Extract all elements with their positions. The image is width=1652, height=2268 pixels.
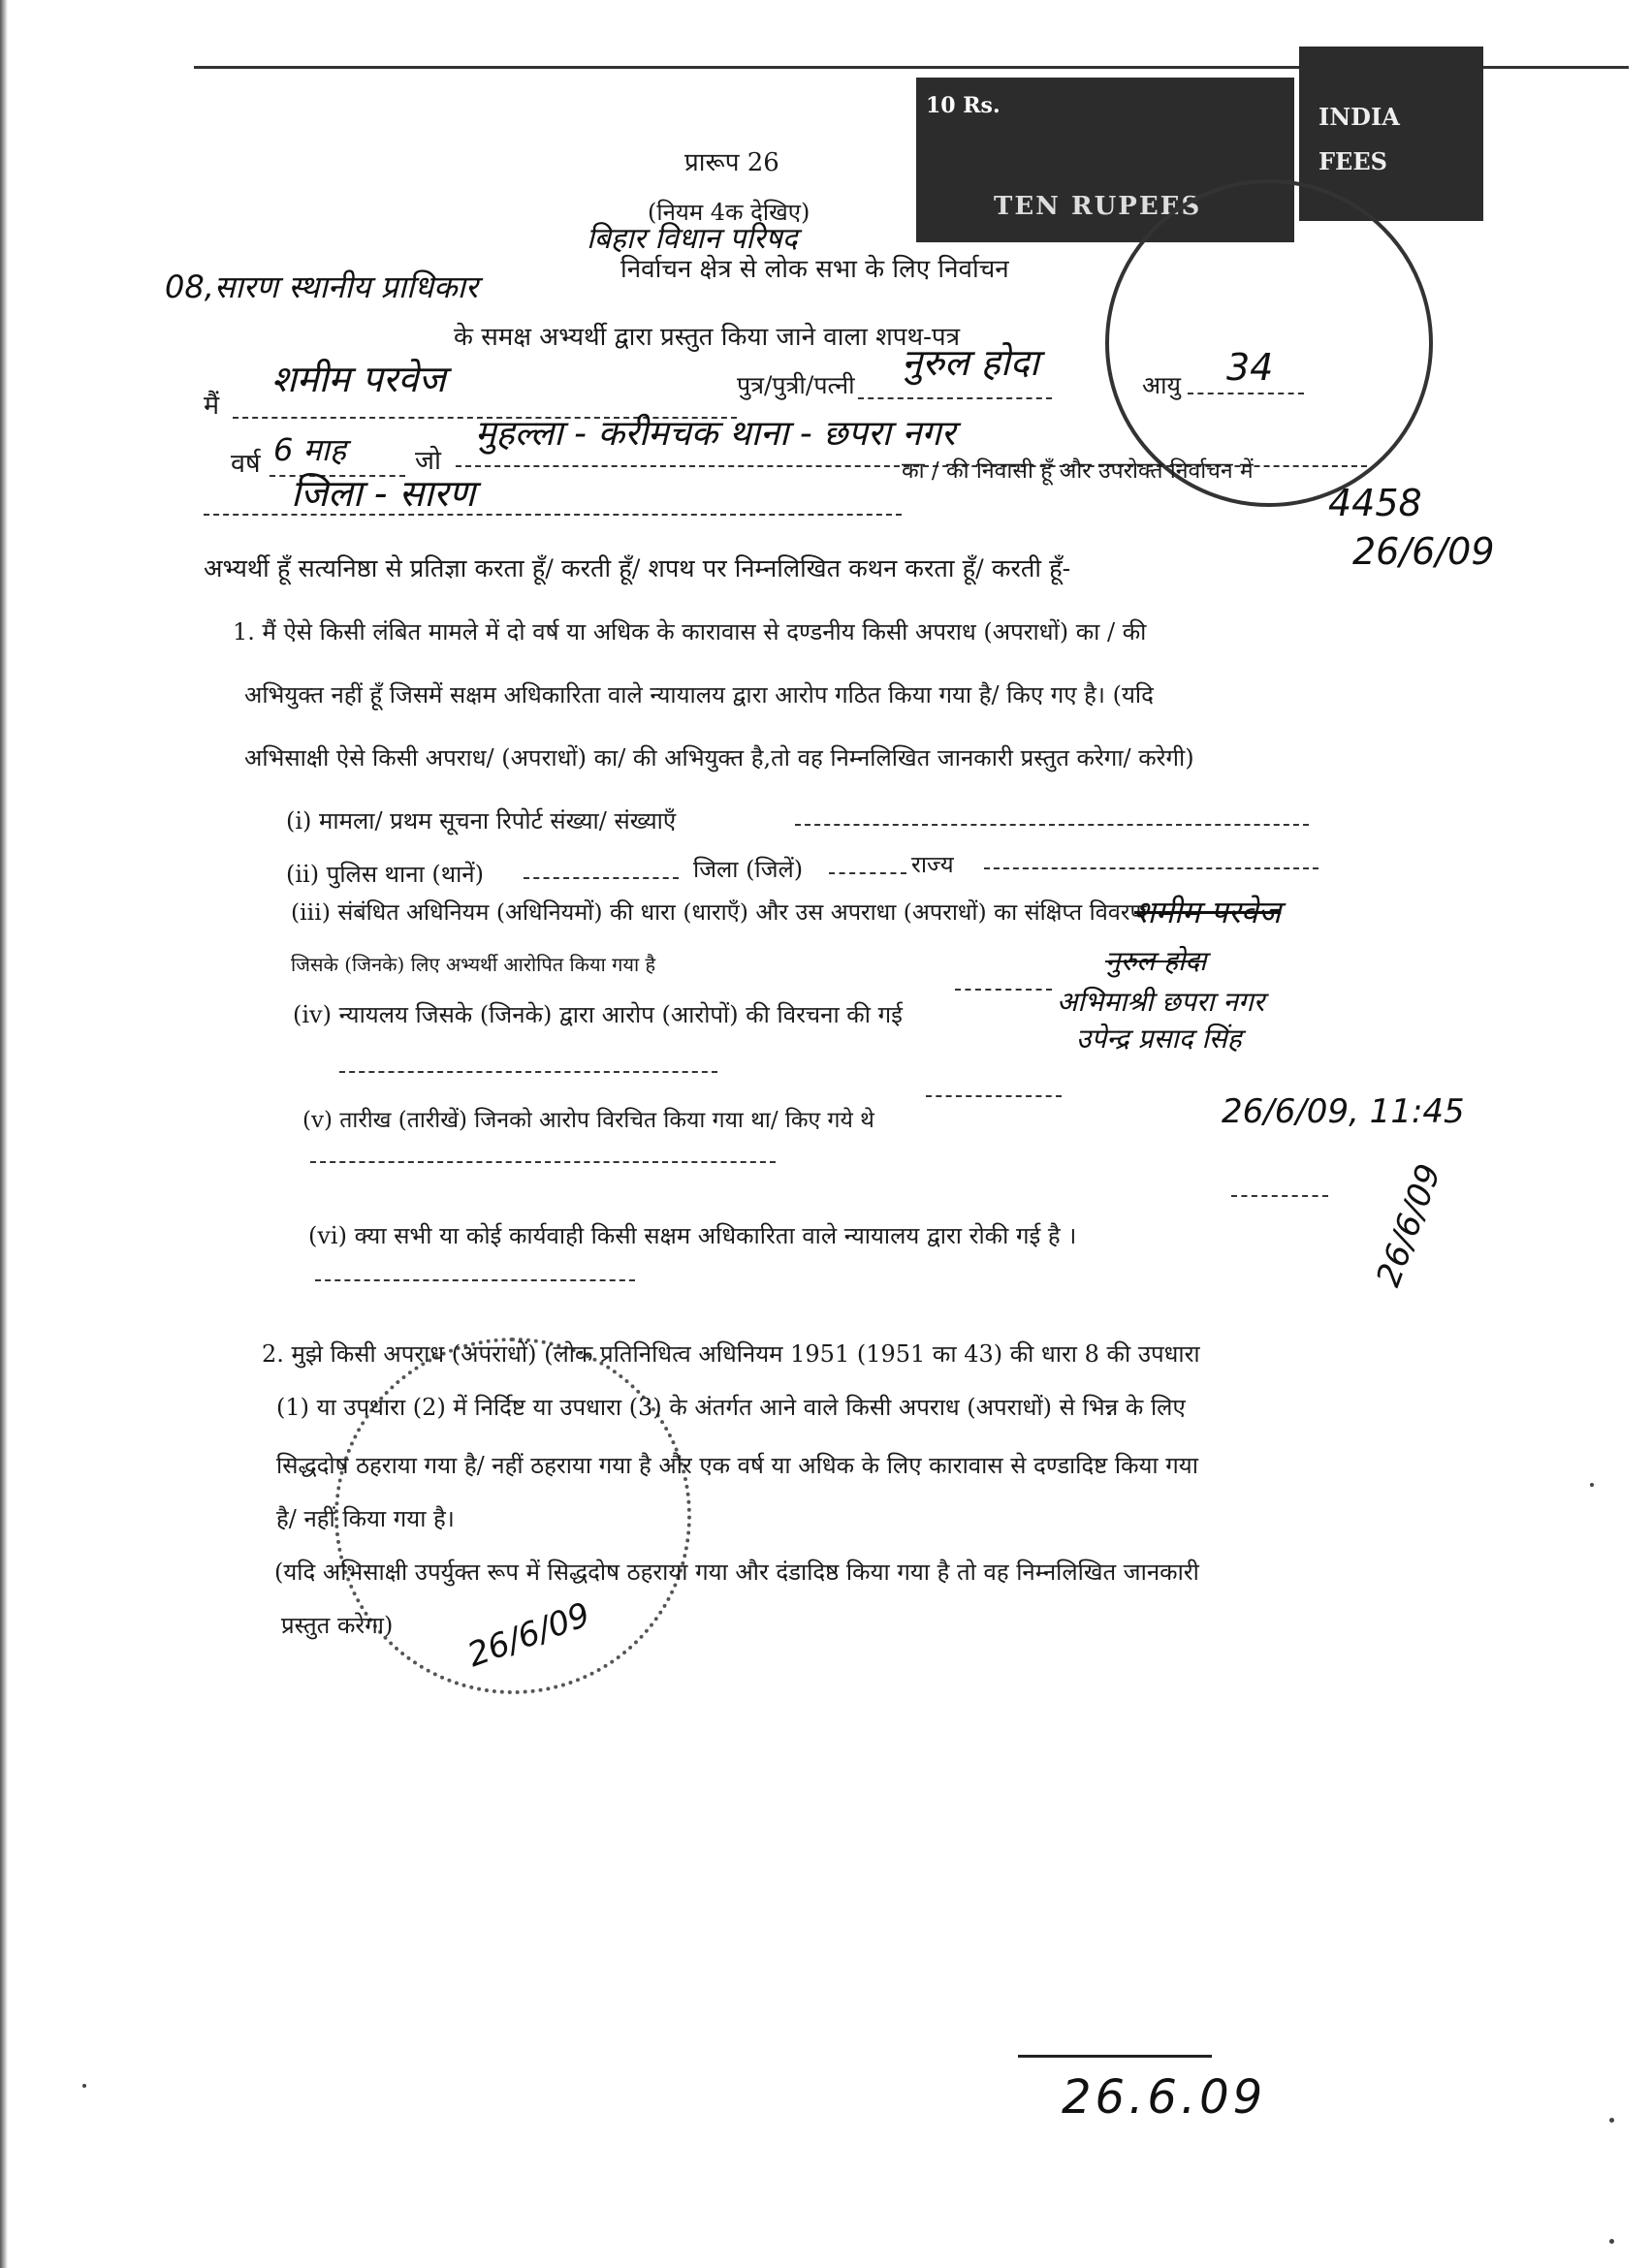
item-vi-blank [1231, 1195, 1328, 1197]
item-ii-state: राज्य [911, 851, 954, 878]
receipt-number: 4458 [1328, 482, 1422, 524]
label-main: मैं [204, 391, 220, 421]
stamp-text: TEN RUPEES [994, 192, 1202, 221]
margin-father: नुरुल होदा [1105, 945, 1207, 977]
item-iv-blank-2 [339, 1071, 717, 1073]
para2-line5: (यदि अभिसाक्षी उपर्युक्त रूप में सिद्धदोष ठहराया गया और दंडादिष्ठ किया गया है तो वह निम्नलिखित जानकारी [274, 1559, 1199, 1586]
label-resident: का / की निवासी हूँ और उपरोक्त निर्वाचन में [902, 458, 1254, 484]
handwritten-father: नुरुल होदा [902, 341, 1039, 384]
margin-line2: उपेन्द्र प्रसाद सिंह [1076, 1023, 1242, 1055]
para2-line2: (1) या उपधारा (2) में निर्दिष्ट या उपधारा (3) के अंतर्गत आने वाले किसी अपराध (अपराधों) से भिन्न के लिए [276, 1394, 1186, 1421]
handwritten-age: 34 [1226, 346, 1274, 389]
father-blank [858, 397, 1052, 399]
oath-statement: अभ्यर्थी हूँ सत्यनिष्ठा से प्रतिज्ञा करता हूँ/ करती हूँ/ शपथ पर निम्नलिखित कथन करता हूँ/ करती हूँ- [204, 554, 1071, 583]
rule-reference: (नियम 4क देखिए) [648, 199, 810, 226]
item-i-blank [795, 824, 1309, 826]
para1-line1: 1. मैं ऐसे किसी लंबित मामले में दो वर्ष या अधिक के कारावास से दण्डनीय किसी अपराध (अपराधों) का / की [233, 618, 1147, 646]
label-year: वर्ष [231, 449, 261, 479]
scan-speck [1609, 2239, 1614, 2244]
oath-heading: के समक्ष अभ्यर्थी द्वारा प्रस्तुत किया जाने वाला शपथ-पत्र [454, 323, 961, 352]
scan-speck [82, 2084, 86, 2088]
item-vi-label: (vi) क्या सभी या कोई कार्यवाही किसी सक्षम अधिकारिता वाले न्यायालय द्वारा रोकी गई है । [308, 1222, 1077, 1249]
para2-line1: 2. मुझे किसी अपराध (अपराधों) (लोक प्रतिनिधित्व अधिनियम 1951 (1951 का 43) की धारा 8 की उपधारा [262, 1340, 1200, 1368]
handwritten-name: शमीम परवेज [271, 358, 446, 400]
item-iii-label: (iii) संबंधित अधिनियम (अधिनियमों) की धारा (धाराएँ) और उस अपराधा (अपराधों) का संक्षिप्त विवरण [291, 898, 1147, 926]
constituency-text: निर्वाचन क्षेत्र से लोक सभा के लिए निर्वाचन [620, 255, 1009, 284]
scan-speck [1609, 2118, 1614, 2123]
item-i-label: (i) मामला/ प्रथम सूचना रिपोर्ट संख्या/ संख्याएँ [286, 807, 677, 835]
handwritten-constituency: 08,सारण स्थानीय प्राधिकार [165, 268, 478, 305]
para2-line6: प्रस्तुत करेगा) [281, 1612, 394, 1639]
handwritten-council: बिहार विधान परिषद [587, 222, 798, 256]
item-ii-police: (ii) पुलिस थाना (थानें) [286, 861, 484, 888]
para1-line2: अभियुक्त नहीं हूँ जिसमें सक्षम अधिकारिता वाले न्यायालय द्वारा आरोप गठित किया गया है/ किए गए है। (यदि [244, 681, 1154, 709]
item-ii-state-blank [984, 867, 1318, 869]
margin-time: 26/6/09, 11:45 [1222, 1092, 1465, 1131]
handwritten-address: मुहल्ला - करीमचक थाना - छपरा नगर [475, 414, 956, 454]
item-ii-district: जिला (जिलें) [693, 856, 804, 883]
bottom-date: 26.6.09 [1062, 2070, 1267, 2125]
stamp-value: 10 Rs. [926, 93, 1001, 118]
seal-date: 26/6/09 [462, 1594, 595, 1676]
label-jo: जो [415, 446, 442, 476]
item-vi-blank-2 [315, 1279, 635, 1281]
para2-line3: सिद्धदोष ठहराया गया है/ नहीं ठहराया गया है और एक वर्ष या अधिक के लिए कारावास से दण्डादिष्ट किया गया [276, 1452, 1198, 1479]
item-v-blank [926, 1095, 1062, 1097]
item-iv-blank [955, 989, 1052, 991]
scan-edge-left [0, 0, 8, 2268]
item-iii-label-b: जिसके (जिनके) लिए अभ्यर्थी आरोपित किया गया है [291, 953, 656, 976]
bottom-strike [1018, 2055, 1212, 2058]
margin-name: शमीम परवेज [1134, 894, 1282, 930]
item-ii-district-blank [829, 872, 906, 874]
para1-line3: अभिसाक्षी ऐसे किसी अपराध/ (अपराधों) का/ की अभियुक्त है,तो वह निम्नलिखित जानकारी प्रस्तुत करेगा/ करेगी) [244, 744, 1194, 772]
age-blank [1188, 393, 1304, 394]
receipt-date: 26/6/09 [1352, 530, 1495, 573]
item-iv-label: (iv) न्यायलय जिसके (जिनके) द्वारा आरोप (आरोपों) की विरचना की गई [293, 1001, 903, 1028]
handwritten-district: जिला - सारण [291, 472, 476, 515]
margin-line1: अभिमाश्री छपरा नगर [1057, 986, 1265, 1018]
para2-line4: है/ नहीं किया गया है। [276, 1505, 455, 1532]
handwritten-months: 6 माह [273, 431, 346, 468]
label-age: आयु [1142, 371, 1182, 399]
item-v-blank-2 [310, 1161, 776, 1163]
item-v-label: (v) तारीख (तारीखें) जिनको आरोप विरचित किया गया था/ किए गये थे [302, 1108, 874, 1133]
stamp-text-2: INDIA FEES [1318, 103, 1400, 175]
signature-date: 26/6/09 [1369, 1158, 1449, 1292]
item-ii-police-blank [524, 877, 679, 879]
form-title: प्रारूप 26 [684, 148, 779, 177]
scan-speck [1590, 1483, 1594, 1487]
label-son-of: पुत्र/पुत्री/पत्नी [737, 371, 855, 399]
